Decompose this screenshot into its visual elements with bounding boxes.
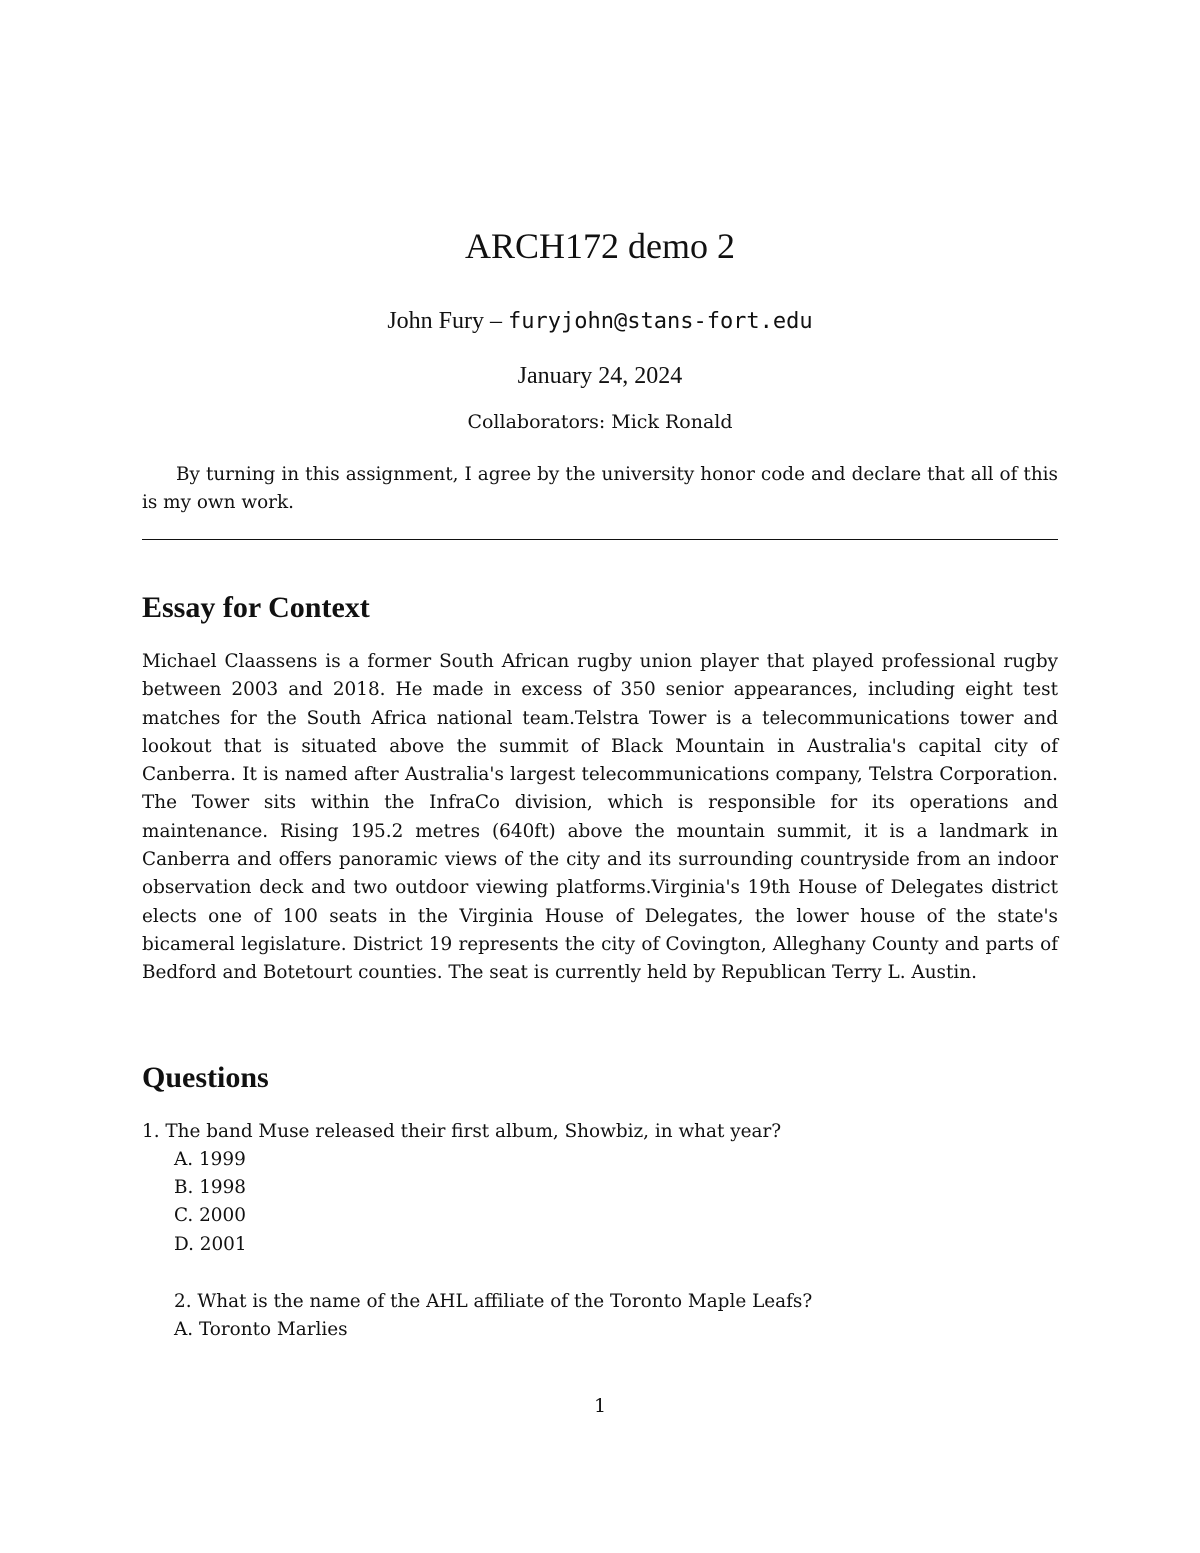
- question-1-option-d: D. 2001: [174, 1234, 247, 1255]
- honor-pledge: By turning in this assignment, I agree by the university honor code and declare that all of this is my own work.: [142, 464, 1058, 514]
- question-1-option-c: C. 2000: [174, 1205, 246, 1226]
- question-1-text: 1. The band Muse released their first album, Showbiz, in what year?: [142, 1121, 782, 1142]
- question-2-text: 2. What is the name of the AHL affiliate of the Toronto Maple Leafs?: [174, 1291, 813, 1312]
- essay-heading: Essay for Context: [142, 591, 370, 624]
- question-1-option-a: A. 1999: [174, 1149, 246, 1170]
- questions-heading: Questions: [142, 1061, 269, 1094]
- author-name: John Fury –: [387, 308, 509, 334]
- page-number: 1: [593, 1395, 607, 1417]
- collaborators-line: Collaborators: Mick Ronald: [467, 411, 733, 433]
- question-2-option-a: A. Toronto Marlies: [174, 1319, 348, 1340]
- author-email: furyjohn@stans-fort.edu: [508, 309, 813, 334]
- essay-body: Michael Claassens is a former South African rugby union player that played professional rugby between 2003 and 2018. He made in excess of 350 senior appearances, including eight test matches for the South Africa national team.Telstra Tower is a telecommunications tower and lookout that is situated above the summit of Black Mountain in Australia's capital city of Canberra. It is named after Australia's largest telecommunications company, Telstra Corporation. The Tower sits within the InfraCo division, which is responsible for its operations and maintenance. Rising 195.2 metres (640ft) above the mountain summit, it is a landmark in Canberra and offers panoramic views of the city and its surrounding countryside from an indoor observation deck and two outdoor viewing platforms.Virginia's 19th House of Delegates district elects one of 100 seats in the Virginia House of Delegates, the lower house of the state's bicameral legislature. District 19 represents the city of Covington, Alleghany County and parts of Bedford and Botetourt counties. The seat is currently held by Republican Terry L. Austin.: [142, 651, 1058, 984]
- question-1-option-b: B. 1998: [174, 1177, 247, 1198]
- author-line: [0, 305, 1200, 338]
- document-date: January 24, 2024: [517, 363, 683, 389]
- document-title: ARCH172 demo 2: [465, 226, 735, 266]
- horizontal-rule: [142, 539, 1058, 540]
